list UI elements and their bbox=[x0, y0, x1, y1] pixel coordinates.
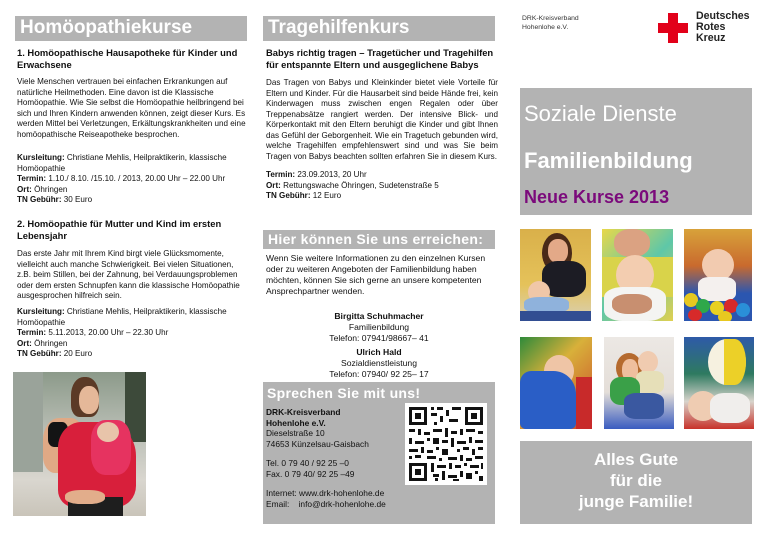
photo-father-baby bbox=[602, 229, 673, 321]
tragekurs-description: Das Tragen von Babys und Kleinkinder bietet viele Vorteile für Eltern und Kinder. Für die Hausarbeit sind beide Hände frei, kein Kinderwagen muss zwischen engen Regalen oder über Treppenabsätze rangiert werden. Der intensive Blick- und Körperkontakt mit den Eltern beruhigt die Kinder und gibt Ihnen das Gefühl der Geborgenheit. Wie ein Tragetuch gebunden wird, welche Tragehilfen empfehlenswert sind und was Sie beim Tragen von Babys beachten sollten erfahren Sie in diesem Kurs. bbox=[266, 78, 498, 161]
city: 74653 Künzelsau-Gaisbach bbox=[266, 438, 369, 449]
person-name: Birgitta Schuhmacher bbox=[334, 311, 424, 321]
section-title-homoeopathiekurse: Homöopathiekurse bbox=[15, 16, 247, 41]
talk-box bbox=[263, 382, 495, 524]
closing-box bbox=[520, 441, 752, 524]
photo-mother-toddler bbox=[604, 337, 674, 429]
label: Ort: bbox=[17, 184, 32, 194]
cover-tagline: Neue Kurse 2013 bbox=[524, 187, 670, 207]
label: Kursleitung: bbox=[17, 307, 65, 316]
org-line2: Hohenlohe e.V. bbox=[266, 417, 326, 428]
value: 1.10./ 8.10. /15.10. / 2013, 20.00 Uhr – 22.00 Uhr bbox=[48, 174, 226, 183]
fax: Fax. 0 79 40/ 92 25 –49 bbox=[266, 468, 355, 479]
person-phone[interactable]: Telefon: 07940/ 92 25– 17 bbox=[329, 369, 429, 379]
label: TN Gebühr: bbox=[266, 191, 311, 200]
value: Christiane Mehlis, Heilpraktikerin, klassische Homöopathie bbox=[17, 307, 227, 327]
label: TN Gebühr: bbox=[17, 195, 62, 204]
person-role: Familienbildung bbox=[348, 322, 410, 332]
course1-description: Viele Menschen vertrauen bei einfachen Erkrankungen auf natürliche Heilmethoden. Eine davon ist die Klassische Homöopathie. Wie Sie selbst die Homöopathie heilbringend bei sich und Ihren Kindern anwenden können, zeigt dieser Kurs. Es werden Mittel bei Verletzungen, Erkältungskrankheiten und eine homöopathische Reiseapotheke besprochen. bbox=[17, 77, 246, 139]
closing-line2: für die bbox=[610, 471, 662, 490]
cover-subtitle: Familienbildung bbox=[524, 148, 693, 173]
org-line2: Hohenlohe e.V. bbox=[522, 24, 569, 31]
org-line1: DRK-Kreisverband bbox=[522, 15, 579, 22]
value: 12 Euro bbox=[312, 191, 342, 200]
closing-line3: junge Familie! bbox=[578, 492, 694, 511]
talk-title: Sprechen Sie mit uns! bbox=[267, 385, 421, 401]
logo-line: Deutsches bbox=[696, 10, 750, 22]
red-cross-logo bbox=[658, 11, 758, 45]
value: Christiane Mehlis, Heilpraktikerin, klassische Homöopathie bbox=[17, 153, 227, 173]
email-link[interactable]: Email: info@drk-hohenlohe.de bbox=[266, 498, 386, 509]
course2-heading: 2. Homöopathie für Mutter und Kind im ersten Lebensjahr bbox=[17, 218, 222, 241]
photo-mother-baby bbox=[520, 229, 591, 321]
red-cross-icon-bar bbox=[658, 23, 688, 33]
section-title-contact: Hier können Sie uns erreichen: bbox=[263, 230, 495, 249]
value: Rettungswache Öhringen, Sudetenstraße 5 bbox=[283, 180, 439, 190]
value: Öhringen bbox=[34, 338, 68, 348]
value: 20 Euro bbox=[63, 349, 93, 358]
label: Ort: bbox=[17, 338, 32, 348]
course2-details bbox=[17, 307, 249, 360]
cover-box bbox=[520, 88, 752, 215]
section-title-tragehilfenkurs: Tragehilfenkurs bbox=[263, 16, 495, 41]
value: 23.09.2013, 20 Uhr bbox=[297, 170, 367, 179]
tragekurs-details bbox=[266, 170, 498, 202]
photo-mother-baby-sling bbox=[13, 372, 146, 516]
course1-heading: 1. Homöopathische Hausapotheke für Kinder und Erwachsene bbox=[17, 47, 238, 70]
logo-line: Rotes bbox=[696, 21, 726, 33]
closing-line1: Alles Gute bbox=[593, 450, 679, 469]
photo-baby-ball-pit bbox=[684, 229, 752, 321]
contact-intro: Wenn Sie weitere Informationen zu den einzelnen Kursen oder zu weiteren Angeboten der Familienbildung haben möchten, können Sie sich gerne an unsere kompetenten Ansprechpartner wenden. bbox=[266, 253, 486, 296]
person-role: Sozialdienstleistung bbox=[341, 358, 417, 368]
internet-link[interactable]: Internet: www.drk-hohenlohe.de bbox=[266, 488, 385, 498]
photo-baby-blue-cloth bbox=[520, 337, 592, 429]
value: Öhringen bbox=[34, 184, 68, 194]
tragekurs-heading: Babys richtig tragen – Tragetücher und Tragehilfen für entspannte Eltern und ausgeglichene Babys bbox=[266, 47, 494, 70]
tel[interactable]: Tel. 0 79 40 / 92 25 –0 bbox=[266, 458, 349, 468]
value: 5.11.2013, 20.00 Uhr – 22.30 Uhr bbox=[48, 328, 169, 337]
label: Termin: bbox=[17, 174, 47, 183]
org-name-small bbox=[522, 14, 579, 32]
logo-line: Kreuz bbox=[696, 32, 726, 44]
label: TN Gebühr: bbox=[17, 349, 62, 358]
contact-person-1 bbox=[263, 311, 495, 344]
label: Ort: bbox=[266, 180, 281, 190]
photo-baby-beach-ball bbox=[684, 337, 754, 429]
course2-description: Das erste Jahr mit Ihrem Kind birgt viele Glücksmomente, vielleicht auch manche Schwierigkeit. Bei vielen Situationen, z.B. beim Stillen, bei der Zahnung, bei Verdauungsproblemen oder dem ersten Schnupfen kann die klassische Homöopathie ausgesprochen hilfreich sein. bbox=[17, 249, 240, 300]
course1-details bbox=[17, 153, 249, 206]
street: Dieselstraße 10 bbox=[266, 428, 325, 438]
cover-title: Soziale Dienste bbox=[524, 101, 677, 126]
label: Termin: bbox=[266, 170, 296, 179]
label: Kursleitung: bbox=[17, 153, 65, 162]
person-name: Ulrich Hald bbox=[356, 347, 402, 357]
talk-address bbox=[266, 407, 406, 509]
org-line1: DRK-Kreisverband bbox=[266, 407, 341, 417]
contact-person-2 bbox=[263, 347, 495, 380]
person-phone[interactable]: Telefon: 07941/98667– 41 bbox=[329, 333, 429, 343]
qr-code-icon[interactable] bbox=[405, 403, 487, 485]
logo-text bbox=[696, 11, 750, 44]
value: 30 Euro bbox=[63, 195, 93, 204]
label: Termin: bbox=[17, 328, 47, 337]
